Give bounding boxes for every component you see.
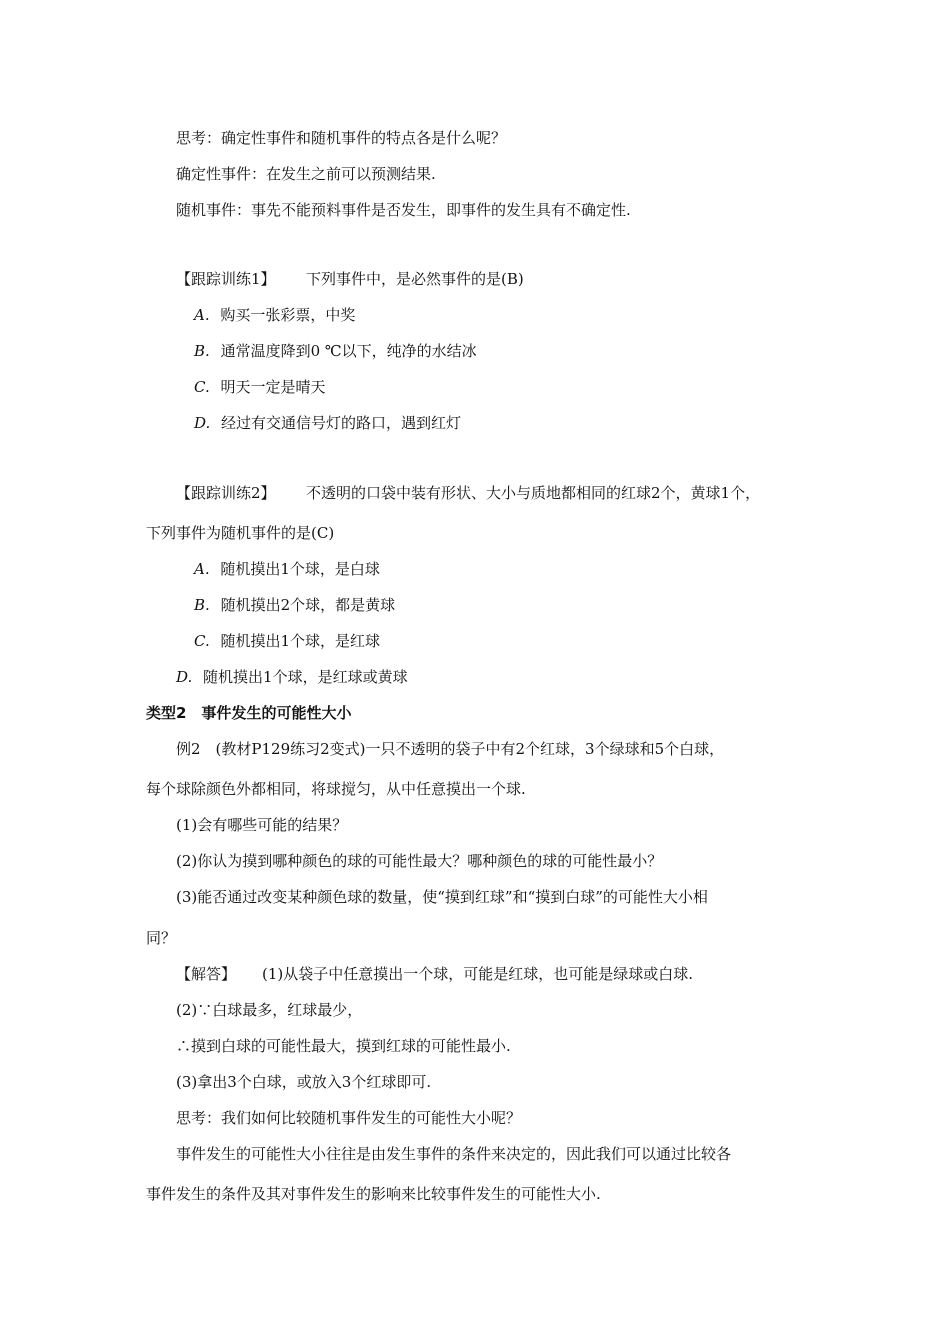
exercise-2-option-b bbox=[194, 595, 395, 615]
exercise-1-option-c bbox=[194, 377, 326, 397]
option-text: 随机摸出2个球，都是黄球 bbox=[220, 596, 396, 614]
option-letter: B. bbox=[194, 596, 210, 614]
think-question-1: 思考：确定性事件和随机事件的特点各是什么呢？ bbox=[176, 129, 507, 147]
option-text: 随机摸出1个球，是白球 bbox=[220, 560, 380, 578]
option-text: 通常温度降到0 ℃以下，纯净的水结冰 bbox=[220, 342, 477, 360]
conclusion-line2: 事件发生的条件及其对事件发生的影响来比较事件发生的可能性大小. bbox=[146, 1185, 601, 1203]
exercise-2-question-line2: 下列事件为随机事件的是(C) bbox=[146, 524, 335, 542]
option-letter: B. bbox=[194, 342, 210, 360]
answer-part-1: (1)从袋子中任意摸出一个球，可能是红球，也可能是绿球或白球. bbox=[262, 965, 694, 983]
example-2-question-1: (1)会有哪些可能的结果？ bbox=[176, 816, 348, 834]
example-2-line1: 例2 (教材P129练习2变式)一只不透明的袋子中有2个红球，3个绿球和5个白球， bbox=[176, 740, 725, 758]
random-definition: 随机事件：事先不能预料事件是否发生，即事件的发生具有不确定性. bbox=[176, 201, 631, 219]
option-letter: C. bbox=[194, 378, 210, 396]
example-2-line2: 每个球除颜色外都相同，将球搅匀，从中任意摸出一个球. bbox=[146, 780, 526, 798]
exercise-1-option-a bbox=[194, 305, 355, 325]
answer-part-3: (3)拿出3个白球，或放入3个红球即可. bbox=[176, 1073, 432, 1091]
answer-tag: 【解答】 bbox=[176, 965, 237, 983]
option-letter: D. bbox=[194, 414, 211, 432]
exercise-2-tag: 【跟踪训练2】 bbox=[176, 484, 276, 502]
exercise-1-option-d bbox=[194, 413, 461, 433]
exercise-2-question-line1: 不透明的口袋中装有形状、大小与质地都相同的红球2个，黄球1个， bbox=[306, 484, 761, 502]
exercise-1-tag: 【跟踪训练1】 bbox=[176, 270, 276, 288]
option-text: 随机摸出1个球，是红球 bbox=[220, 632, 381, 650]
option-text: 购买一张彩票，中奖 bbox=[220, 306, 356, 324]
option-letter: A. bbox=[194, 560, 210, 578]
exercise-1-question: 下列事件中，是必然事件的是(B) bbox=[306, 270, 524, 288]
option-letter: A. bbox=[194, 306, 210, 324]
option-letter: C. bbox=[194, 632, 210, 650]
exercise-2-option-d bbox=[176, 667, 408, 687]
example-2-question-3-line2: 同？ bbox=[146, 929, 177, 947]
exercise-2-option-a bbox=[194, 559, 380, 579]
option-text: 经过有交通信号灯的路口，遇到红灯 bbox=[221, 414, 462, 432]
example-2-question-3-line1: (3)能否通过改变某种颜色球的数量，使“摸到红球”和“摸到白球”的可能性大小相 bbox=[176, 888, 708, 906]
section-heading-type-2: 类型2 事件发生的可能性大小 bbox=[146, 704, 352, 722]
answer-part-2: (2)∵白球最多，红球最少， bbox=[176, 1001, 363, 1019]
option-text: 随机摸出1个球，是红球或黄球 bbox=[203, 668, 408, 686]
deterministic-definition: 确定性事件：在发生之前可以预测结果. bbox=[176, 165, 436, 183]
exercise-2-option-c bbox=[194, 631, 380, 651]
option-letter: D. bbox=[176, 668, 193, 686]
think-question-2: 思考：我们如何比较随机事件发生的可能性大小呢？ bbox=[176, 1109, 522, 1127]
option-text: 明天一定是晴天 bbox=[220, 378, 326, 396]
conclusion-line1: 事件发生的可能性大小往往是由发生事件的条件来决定的，因此我们可以通过比较各 bbox=[176, 1145, 732, 1163]
example-2-question-2: (2)你认为摸到哪种颜色的球的可能性最大？哪种颜色的球的可能性最小？ bbox=[176, 852, 663, 870]
answer-part-2-conclusion: ∴摸到白球的可能性最大，摸到红球的可能性最小. bbox=[176, 1037, 511, 1055]
exercise-1-option-b bbox=[194, 341, 477, 361]
